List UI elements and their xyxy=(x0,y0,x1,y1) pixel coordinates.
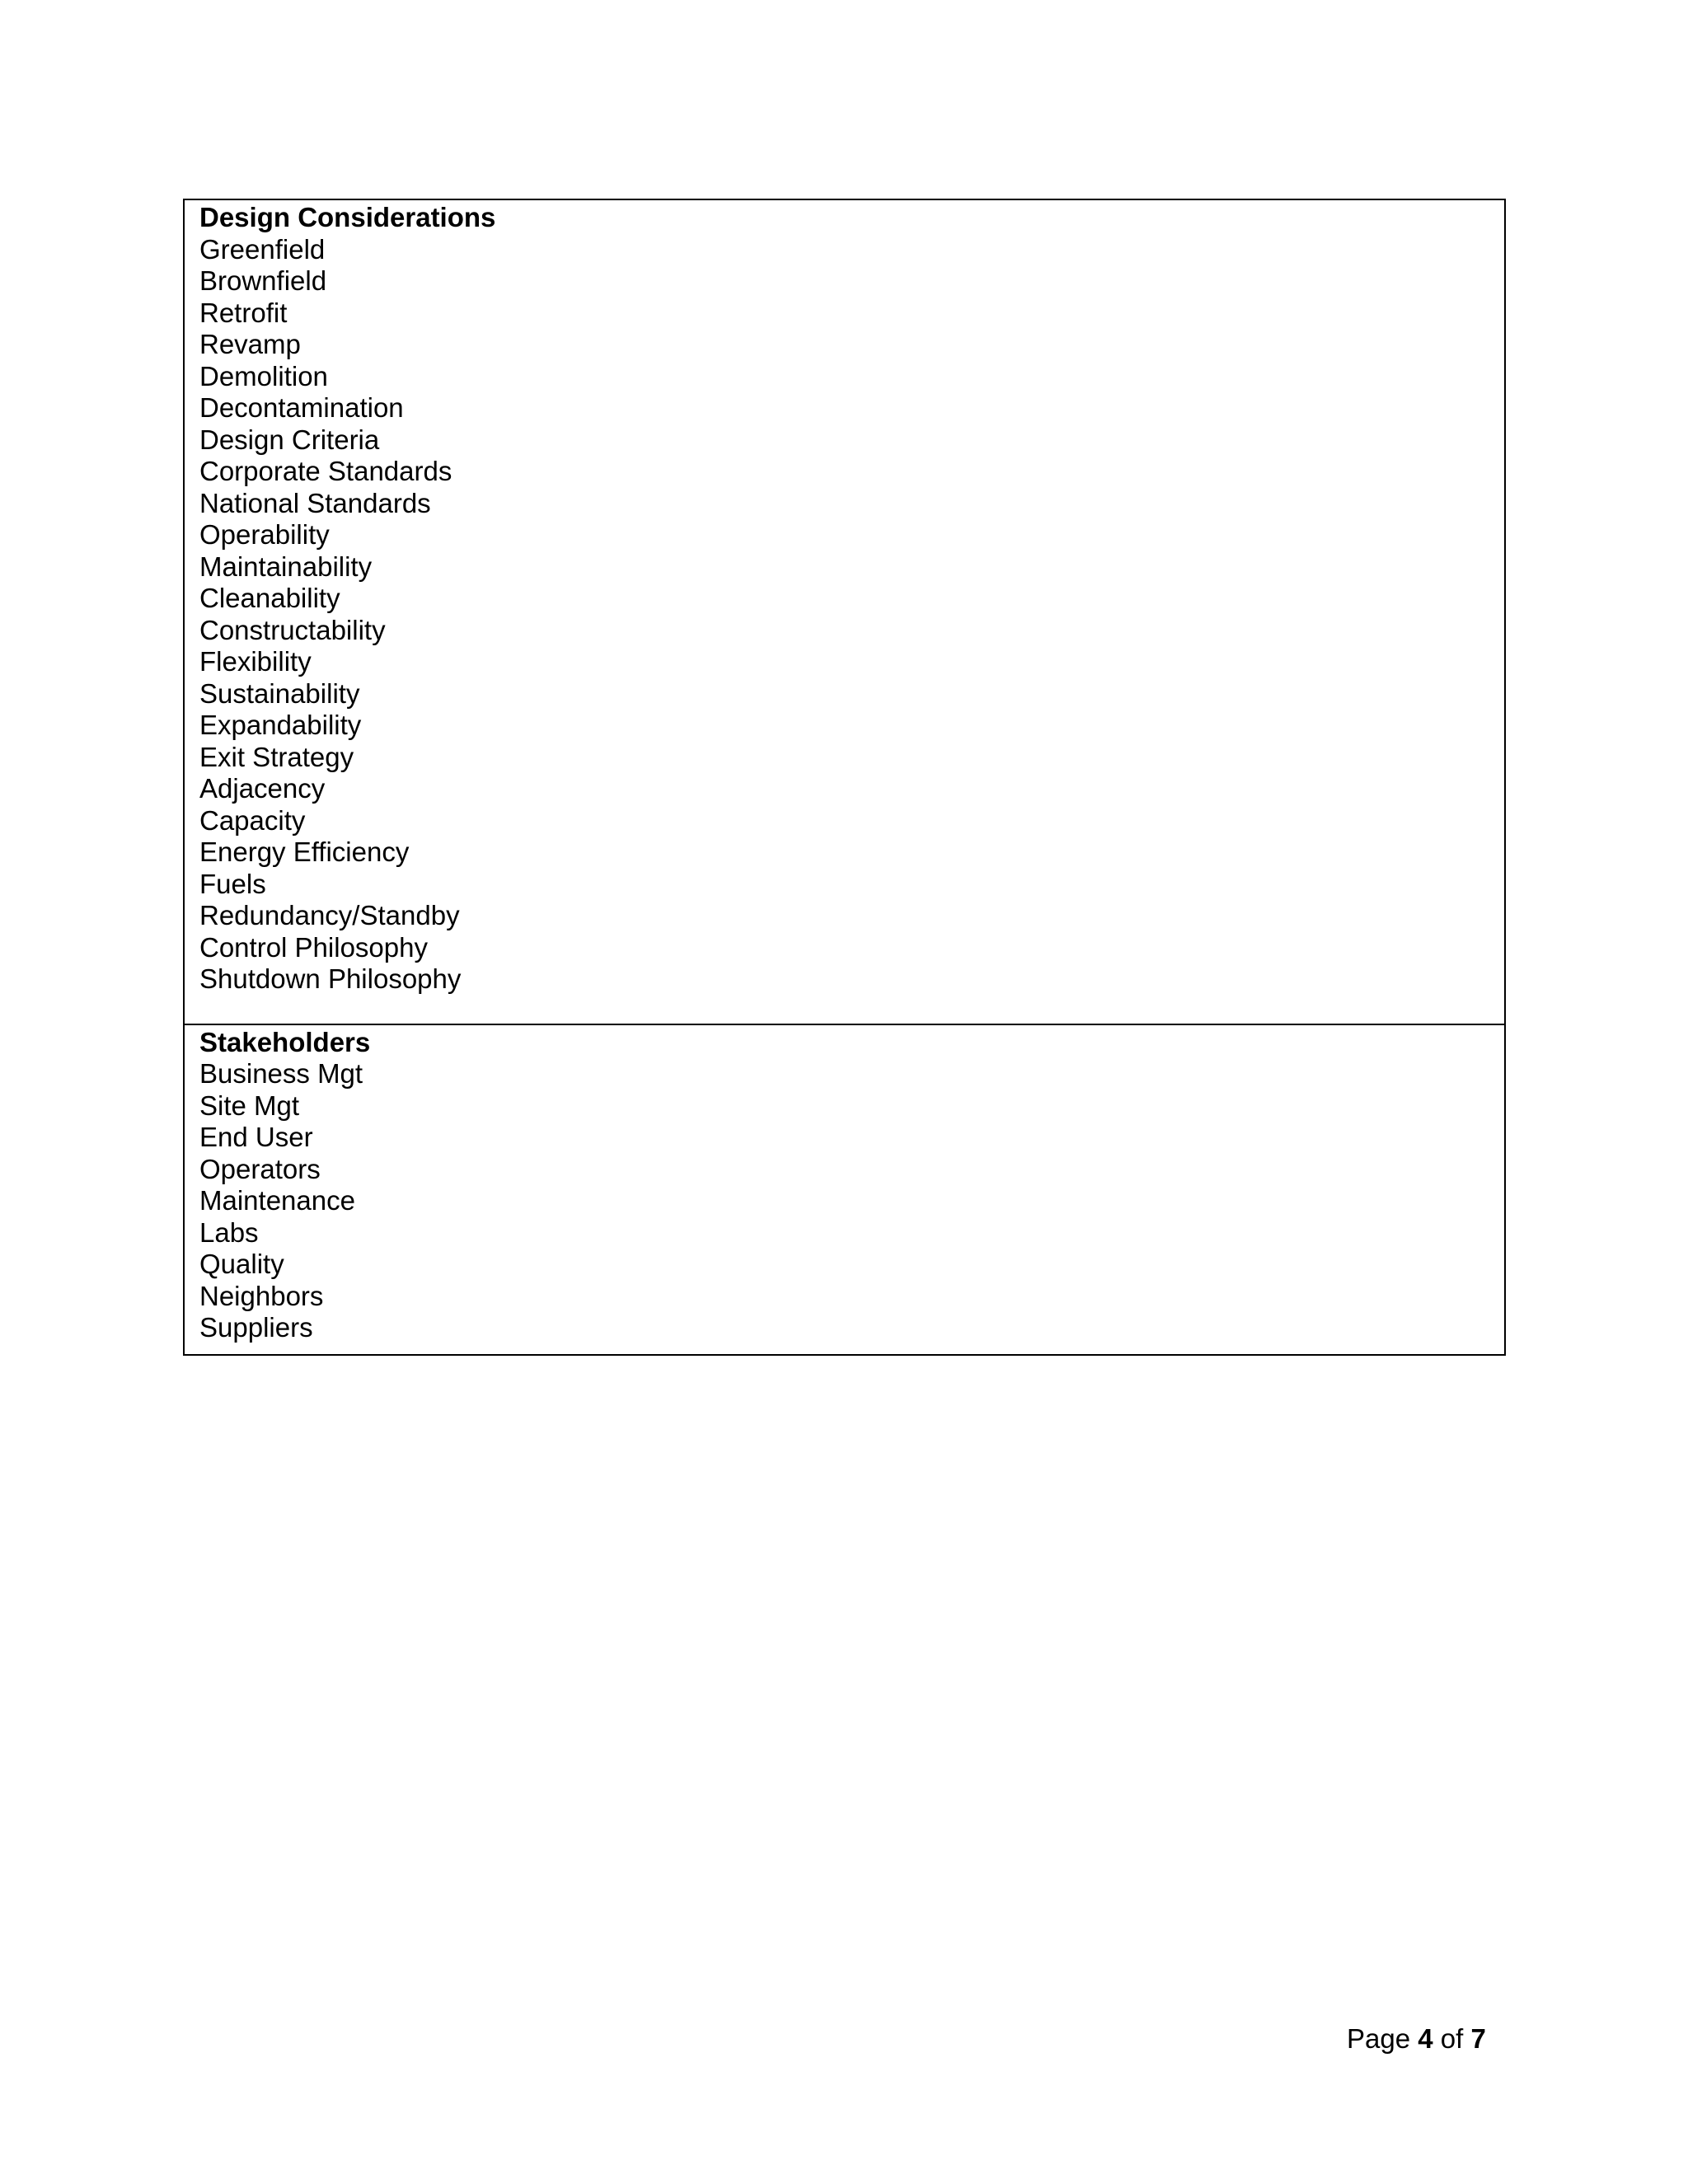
list-item: Constructability xyxy=(199,614,386,645)
list-item: Fuels xyxy=(199,868,266,899)
list-item: Control Philosophy xyxy=(199,931,428,963)
stakeholders-row xyxy=(184,1024,1505,1355)
current-page-number: 4 xyxy=(1418,2023,1433,2054)
list-item: Decontamination xyxy=(199,392,404,423)
list-item: Shutdown Philosophy xyxy=(199,963,462,994)
section-title-stakeholders: Stakeholders xyxy=(199,1026,371,1057)
considerations-table xyxy=(183,199,1506,1356)
list-item: Operators xyxy=(199,1153,321,1184)
list-item: Expandability xyxy=(199,710,362,740)
page-number-footer xyxy=(1347,2023,1486,2055)
list-item: Adjacency xyxy=(199,773,326,804)
total-pages-number: 7 xyxy=(1470,2023,1486,2054)
list-item: Design Criteria xyxy=(199,424,380,455)
list-item: Corporate Standards xyxy=(199,456,452,486)
list-item: Demolition xyxy=(199,360,328,391)
list-item: Neighbors xyxy=(199,1280,324,1311)
list-item: Capacity xyxy=(199,804,306,836)
of-word: of xyxy=(1440,2023,1464,2054)
stakeholders-cell xyxy=(184,1024,1505,1355)
list-item: Quality xyxy=(199,1249,284,1279)
list-item: Exit Strategy xyxy=(199,741,354,772)
list-item: Flexibility xyxy=(199,646,312,677)
design-considerations-row xyxy=(184,199,1505,1024)
list-item: End User xyxy=(199,1122,313,1152)
list-item: Greenfield xyxy=(199,233,326,265)
page-word: Page xyxy=(1347,2023,1411,2054)
list-item: Brownfield xyxy=(199,265,327,296)
list-item: Business Mgt xyxy=(199,1058,363,1089)
list-item: Site Mgt xyxy=(199,1090,300,1121)
list-item: Cleanability xyxy=(199,583,340,613)
list-item: Operability xyxy=(199,519,330,550)
section-title-design-considerations: Design Considerations xyxy=(199,202,496,232)
list-item: Sustainability xyxy=(199,677,360,709)
list-item: Energy Efficiency xyxy=(199,837,410,867)
list-item: Redundancy/Standby xyxy=(199,900,460,930)
list-item: Maintenance xyxy=(199,1185,355,1216)
list-item: Retrofit xyxy=(199,297,288,328)
list-item: Maintainability xyxy=(199,551,373,582)
design-considerations-cell xyxy=(184,199,1505,1024)
list-item: Suppliers xyxy=(199,1312,313,1343)
list-item: National Standards xyxy=(199,487,431,518)
list-item: Revamp xyxy=(199,329,301,359)
list-item: Labs xyxy=(199,1216,259,1248)
